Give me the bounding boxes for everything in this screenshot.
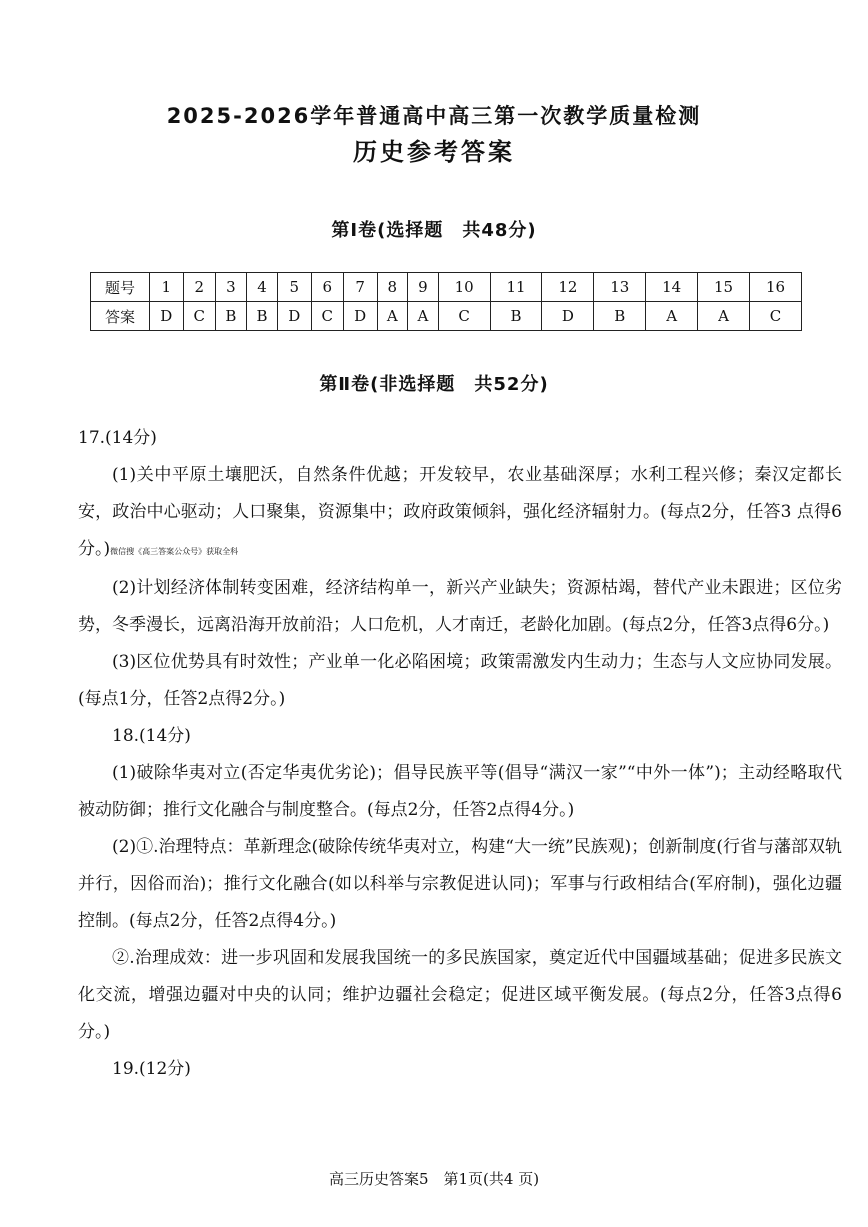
row-label-answer: 答案 [91,302,150,331]
q17-part1 [78,457,842,570]
q17-part1-text: (1)关中平原土壤肥沃，自然条件优越；开发较早，农业基础深厚；水利工程兴修；秦汉定都长安，政治中心驱动；人口聚集，资源集中；政府政策倾斜，强化经济辐射力。(每点2分，任答3 点得6分。) [78,465,842,559]
answer-cell: C [750,302,802,331]
row-label-question: 题号 [91,273,150,302]
answer-cell: C [183,302,215,331]
table-row-answers [91,302,802,331]
q17-part3: (3)区位优势具有时效性；产业单一化必陷困境；政策需激发内生动力；生态与人文应协同发展。(每点1分，任答2点得2分。) [78,652,842,709]
q19-heading: 19.(12分) [112,1059,191,1079]
answer-cell: D [150,302,184,331]
answer-cell: C [438,302,490,331]
q18-heading: 18.(14分) [112,726,191,746]
answer-cell: B [490,302,542,331]
question-number: 6 [311,273,343,302]
answer-cell: A [408,302,439,331]
question-number: 3 [215,273,246,302]
answer-cell: C [311,302,343,331]
q17-heading: 17.(14分) [78,428,157,448]
question-number: 7 [343,273,377,302]
q18-part3: ②.治理成效：进一步巩固和发展我国统一的多民族国家，奠定近代中国疆域基础；促进多民族文化交流，增强边疆对中央的认同；维护边疆社会稳定；促进区域平衡发展。(每点2分，任答3点得6分。) [78,948,842,1042]
question-number: 12 [542,273,594,302]
question-number: 13 [594,273,646,302]
answer-cell: D [343,302,377,331]
question-number: 14 [646,273,698,302]
question-number: 1 [150,273,184,302]
q18-part1: (1)破除华夷对立(否定华夷优劣论)；倡导民族平等(倡导“满汉一家”“中外一体”)；主动经略取代被动防御；推行文化融合与制度整合。(每点2分，任答2点得4分。) [78,763,842,820]
answer-cell: D [278,302,312,331]
document-subtitle: 历史参考答案 [353,137,515,166]
document-title: 2025-2026学年普通高中高三第一次教学质量检测 [166,104,702,128]
answer-cell: A [377,302,408,331]
question-number: 2 [183,273,215,302]
answer-cell: A [646,302,698,331]
section-1-title: 第Ⅰ卷(选择题 共48分) [331,220,537,241]
question-number: 10 [438,273,490,302]
question-number: 11 [490,273,542,302]
answer-cell: A [698,302,750,331]
question-number: 9 [408,273,439,302]
q18-part2: (2)①.治理特点：革新理念(破除传统华夷对立，构建“大一统”民族观)；创新制度(行省与藩部双轨并行，因俗而治)；推行文化融合(如以科举与宗教促进认同)；军事与行政相结合(军府制)，强化边疆控制。(每点2分，任答2点得4分。) [78,837,842,931]
answer-cell: B [594,302,646,331]
answer-table [90,272,802,331]
question-number: 16 [750,273,802,302]
q17-part2: (2)计划经济体制转变困难，经济结构单一，新兴产业缺失；资源枯竭，替代产业未跟进；区位劣势，冬季漫长，远离沿海开放前沿；人口危机，人才南迁，老龄化加剧。(每点2分，任答3点得6分。) [78,578,842,635]
section-2-title: 第Ⅱ卷(非选择题 共52分) [319,374,549,395]
question-number: 15 [698,273,750,302]
page-footer: 高三历史答案5 第1页(共4 页) [328,1170,540,1188]
question-number: 4 [246,273,277,302]
answer-cell: B [246,302,277,331]
table-row-numbers [91,273,802,302]
answer-body [78,420,842,1088]
answer-cell: D [542,302,594,331]
answer-cell: B [215,302,246,331]
watermark-note: 微信搜《高三答案公众号》获取全科 [110,547,239,556]
question-number: 8 [377,273,408,302]
question-number: 5 [278,273,312,302]
